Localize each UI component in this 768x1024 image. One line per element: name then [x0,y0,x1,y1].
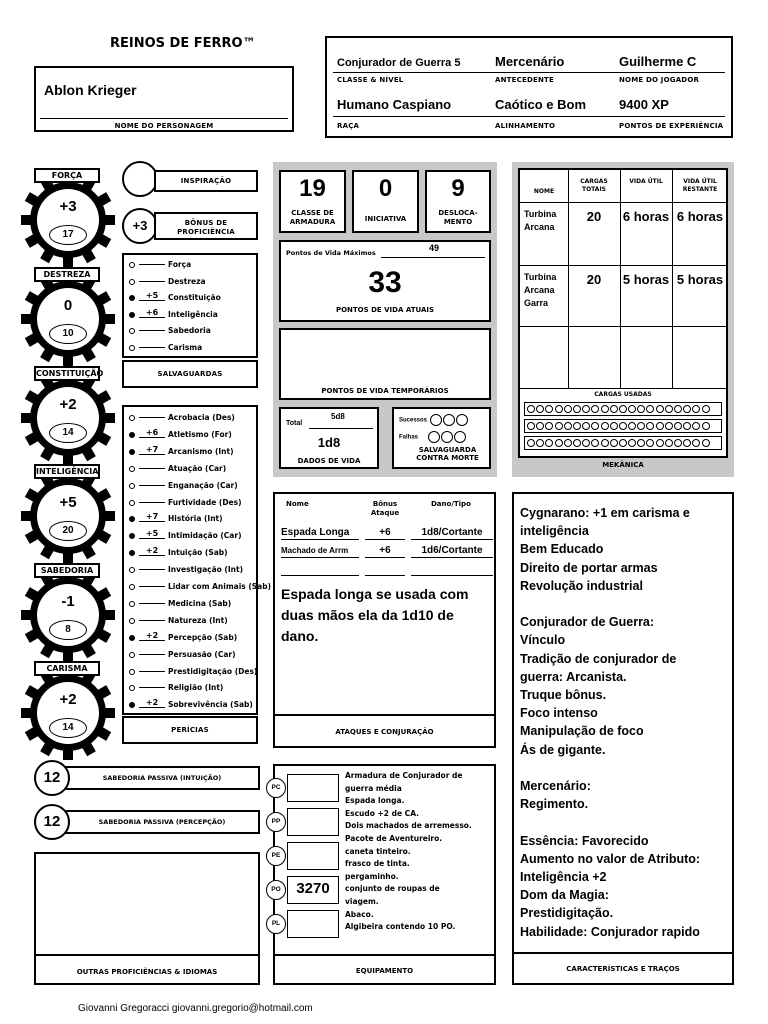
hd-value: 1d8 [317,435,341,450]
hit-dice-box[interactable] [279,407,379,469]
feature-line: Habilidade: Conjurador rapido [520,924,700,939]
attack-damage[interactable]: 1d8/Cortante [411,526,493,540]
proficiency-dot[interactable] [129,345,135,351]
coin-label: PP [266,812,286,832]
attack-name[interactable] [281,562,359,576]
bonus-value[interactable] [139,347,165,348]
proficiency-dot[interactable] [129,466,135,472]
feature-line: Dom da Magia: [520,888,609,903]
equipment-item[interactable]: Armadura de Conjurador de [345,771,463,780]
logo: REINOS DE FERRO™ [110,36,256,51]
feature-line: Bem Educado [520,542,604,557]
ability-name: SABEDORIA [34,563,100,578]
attack-header-bonus: Bônus Ataque [370,500,400,517]
save-row[interactable] [129,277,206,286]
bonus-value[interactable] [139,468,165,469]
ability-name: CONSTITUIÇÃO [34,366,100,381]
feature-line [520,595,732,613]
death-success-1[interactable] [430,414,442,426]
death-fail-2[interactable] [441,431,453,443]
bonus-value[interactable] [139,671,165,672]
ac-label: CLASSE DE ARMADURA [289,209,336,226]
proficiency-dot[interactable] [129,601,135,607]
save-row[interactable] [129,293,221,303]
mek-item-life[interactable]: 6 horas [622,209,670,224]
row-label: Força [168,260,192,269]
bonus-value[interactable]: +7 [139,512,165,522]
feature-line: Direito de portar armas [520,560,658,575]
footer-credit: Giovanni Gregoracci giovanni.gregorio@hotmail.com [78,1003,313,1014]
skill-row[interactable] [129,427,232,440]
mek-item-name[interactable]: Turbina Arcana Garra [524,272,557,308]
ability-gear-0 [21,173,115,267]
death-success-row [399,414,468,426]
ability-gear-1 [21,272,115,366]
equipment-box [273,764,496,985]
ability-modifier[interactable]: -1 [61,593,75,610]
equipment-item[interactable]: conjunto de roupas de [345,884,440,894]
skill-row[interactable] [129,630,238,643]
mek-item-charges[interactable]: 20 [586,209,602,224]
mek-item-remaining[interactable]: 5 horas [676,272,724,287]
row-label: Persuasão (Car) [168,649,236,659]
feature-line [520,759,732,777]
skill-row[interactable] [129,514,223,524]
feature-line: Manipulação de foco [520,724,644,739]
row-label: Intuição (Sab) [168,548,228,558]
equipment-item[interactable]: caneta tinteiro. [345,846,411,856]
speed-box[interactable] [425,170,491,233]
skill-row[interactable] [129,548,228,558]
speed-value: 9 [451,175,465,202]
proficiency-dot[interactable] [129,533,135,539]
save-row[interactable] [129,343,202,352]
saves-box [122,253,258,358]
feature-line: Aumento no valor de Atributo: [520,851,701,866]
initiative-value: 0 [378,175,393,202]
proficiency-circle[interactable]: +3 [122,208,158,244]
row-label: Carisma [168,342,203,352]
features-box[interactable] [512,492,734,985]
death-success-3[interactable] [456,414,468,426]
ability-name: FORÇA [34,168,100,183]
feature-line: Regimento. [520,797,589,812]
mek-header: VIDA ÚTIL RESTANTE [682,178,718,193]
row-label: História (Int) [168,514,223,524]
charges-used-label: CARGAS USADAS [594,391,652,398]
inspiration-label: INSPIRAÇÃO [154,170,258,192]
skill-row[interactable] [129,444,234,457]
coin-value[interactable] [287,774,339,802]
skill-row[interactable] [129,616,228,625]
row-label: Investigação (Int) [168,565,243,575]
death-saves-label: SALVAGUARDA CONTRA MORTE [416,446,479,462]
passive-label: SABEDORIA PASSIVA (INTUIÇÃO) [64,766,260,790]
row-label: Constituição [168,293,221,302]
bonus-value[interactable] [139,586,165,587]
row-label: Sabedoria [168,326,211,335]
skill-row[interactable] [129,481,238,490]
bonus-value[interactable]: +2 [139,546,165,556]
proficiency-label: BÔNUS DE PROFICIÊNCIA [154,212,258,240]
header-info-box [325,36,733,138]
skill-row[interactable] [129,498,242,507]
ability-score[interactable]: 17 [49,225,87,245]
proficiency-dot[interactable] [129,567,135,573]
initiative-box[interactable] [352,170,419,233]
background-label: ANTECEDENTE [495,76,554,84]
row-label: Intimidação (Car) [168,531,242,541]
hp-max-value: 49 [429,243,440,253]
ability-gear-5 [21,666,115,760]
proficiency-dot[interactable] [129,432,135,438]
attack-damage[interactable]: 1d6/Cortante [411,544,493,558]
bonus-value[interactable] [139,502,165,503]
proficiency-dot[interactable] [129,685,135,691]
proficiency-dot[interactable] [129,669,135,675]
bonus-value[interactable] [139,417,165,418]
skill-row[interactable] [129,667,257,676]
skills-box [122,405,272,715]
attack-header-damage: Dano/Tipo [431,500,471,508]
ability-gear-3 [21,469,115,563]
coin-value[interactable] [287,842,339,870]
bonus-value[interactable]: +2 [139,631,165,641]
attack-bonus[interactable]: +6 [365,544,405,558]
attack-note[interactable]: Espada longa se usada com duas mãos ela da 1d10 de dano. [281,586,469,644]
skill-row[interactable] [129,531,242,541]
character-name: Ablon Krieger [44,82,137,98]
row-label: Percepção (Sab) [168,632,238,642]
proficiency-dot[interactable] [129,618,135,624]
proficiency-dot[interactable] [129,500,135,506]
save-row[interactable] [129,260,191,269]
row-label: Medicina (Sab) [168,598,232,608]
ability-score[interactable]: 10 [49,324,87,344]
hp-current-box[interactable] [279,240,491,322]
mek-item-name[interactable]: Turbina Arcana [524,209,557,232]
row-label: Religião (Int) [168,683,224,693]
equipment-item[interactable]: Escudo +2 de CA. [345,808,419,818]
hp-temp-label: PONTOS DE VIDA TEMPORÁRIOS [321,387,449,395]
feature-line: Truque bônus. [520,688,607,703]
charges-used-row[interactable] [524,436,722,450]
feature-line: Cygnarano: +1 em carisma e [520,506,690,520]
proficiency-dot[interactable] [129,516,135,522]
ability-gear-2 [21,371,115,465]
proficiency-dot[interactable] [129,449,135,455]
mek-header: VIDA ÚTIL [629,178,663,185]
skill-row[interactable] [129,683,223,692]
proficiency-dot[interactable] [129,483,135,489]
bonus-value[interactable]: +5 [139,529,165,539]
bonus-value[interactable] [139,281,165,282]
hp-temp-box[interactable] [279,328,491,400]
row-label: Acrobacia (Des) [168,413,235,422]
ability-gear-4 [21,568,115,662]
bonus-value[interactable]: +6 [139,428,165,438]
race-label: RAÇA [337,122,360,130]
feature-line: Foco intenso [520,706,598,721]
feature-line: inteligência [520,524,589,539]
death-fail-label: Falhas [399,434,419,441]
feature-line: Tradição de conjurador de [520,651,677,666]
skill-row[interactable] [129,599,231,608]
mekanica-table [518,168,728,458]
feature-line: Mercenário: [520,779,591,794]
ability-score[interactable]: 20 [49,521,87,541]
proficiency-dot[interactable] [129,295,135,301]
ability-modifier[interactable]: 0 [63,297,73,314]
proficiency-dot[interactable] [129,415,135,421]
bonus-value[interactable] [139,485,165,486]
equipment-item[interactable]: frasco de tinta. [345,859,410,869]
row-label: Destreza [168,276,206,286]
ability-score[interactable]: 8 [49,620,87,640]
attack-bonus[interactable]: +6 [365,526,405,540]
other-prof-label: OUTRAS PROFICIÊNCIAS & IDIOMAS [76,968,218,976]
ability-name: INTELIGÊNCIA [34,464,100,479]
mek-header: CARGAS TOTAIS [580,178,608,193]
xp-label: PONTOS DE EXPERIÊNCIA [619,122,724,130]
death-success-2[interactable] [443,414,455,426]
skill-row[interactable] [129,650,236,659]
bonus-value[interactable] [139,654,165,655]
race-value[interactable]: Humano Caspiano [337,97,452,112]
ability-name: DESTREZA [34,267,100,282]
proficiency-dot[interactable] [129,312,135,318]
mekanica-label: MEKÂNICA [602,461,644,469]
row-label: Lidar com Animais (Sab) [168,582,272,591]
player-name[interactable]: Guilherme C [619,54,697,69]
row-label: Sobrevivência (Sab) [168,700,253,710]
passive-label: SABEDORIA PASSIVA (PERCEPÇÃO) [64,810,260,834]
other-prof-box[interactable] [34,852,260,985]
ability-modifier[interactable]: +2 [59,396,77,413]
passive-value[interactable]: 12 [34,804,70,840]
row-label: Natureza (Int) [168,615,228,625]
ability-score[interactable]: 14 [49,718,87,738]
hd-total-label: Total [286,420,303,427]
bonus-value[interactable] [139,569,165,570]
character-name-box[interactable] [34,66,294,132]
skill-row[interactable] [129,464,226,473]
player-name-label: NOME DO JOGADOR [619,76,700,84]
xp-value[interactable]: 9400 XP [619,97,669,112]
row-label: Atletismo (For) [168,429,232,439]
feature-line: Prestidigitação. [520,906,614,921]
ability-modifier[interactable]: +5 [59,494,77,511]
feature-line: Inteligência +2 [520,870,607,885]
death-fail-3[interactable] [454,431,466,443]
alignment-value[interactable]: Caótico e Bom [495,97,587,112]
skill-row[interactable] [129,700,253,710]
proficiency-dot[interactable] [129,328,135,334]
equipment-item[interactable]: Pacote de Aventureiro. [345,833,443,843]
bonus-value[interactable]: +5 [139,291,165,301]
hp-max-label: Pontos de Vida Máximos [286,249,376,257]
death-saves-box [392,407,491,469]
bonus-value[interactable]: +7 [139,445,165,455]
coin-value[interactable] [287,910,339,938]
character-name-label: NOME DO PERSONAGEM [114,122,214,130]
charges-used-row[interactable] [524,402,722,416]
feature-line: Essência: Favorecido [520,833,649,848]
feature-line: Conjurador de Guerra: [520,615,655,630]
features-label: CARACTERÍSTICAS E TRAÇOS [566,965,680,973]
bonus-value[interactable] [139,264,165,265]
coin-value[interactable]: 3270 [287,876,339,904]
coin-label: PE [266,846,286,866]
ability-score[interactable]: 14 [49,423,87,443]
proficiency-dot[interactable] [129,702,135,708]
charges-used-row[interactable] [524,419,722,433]
hd-total-value: 5d8 [331,412,345,421]
saves-label: SALVAGUARDAS [122,360,258,388]
ability-name: CARISMA [34,661,100,676]
feature-line [520,813,732,831]
feature-line: Revolução industrial [520,578,643,593]
proficiency-dot[interactable] [129,262,135,268]
coin-label: PO [266,880,286,900]
bonus-value[interactable] [139,330,165,331]
bonus-value[interactable]: +2 [139,698,165,708]
coin-label: PL [266,914,286,934]
attack-name[interactable]: Espada Longa [281,526,359,540]
inspiration-circle[interactable] [122,161,158,197]
row-label: Prestidigitação (Des) [168,666,258,676]
row-label: Furtividade (Des) [168,497,242,507]
proficiency-dot[interactable] [129,635,135,641]
mek-item-remaining[interactable]: 6 horas [676,209,724,224]
row-label: Atuação (Car) [168,463,227,473]
proficiency-dot[interactable] [129,279,135,285]
coin-label: PC [266,778,286,798]
attacks-box [273,492,496,748]
speed-label: DESLOCA-MENTO [438,209,478,226]
mek-item-life[interactable]: 5 horas [622,272,670,287]
death-fail-row [399,431,466,443]
attack-header-name: Nome [286,500,309,508]
row-label: Inteligência [168,309,218,319]
ac-box[interactable] [279,170,346,233]
proficiency-dot[interactable] [129,550,135,556]
death-success-label: Sucessos [399,417,428,424]
equipment-label: EQUIPAMENTO [355,967,414,975]
background-value[interactable]: Mercenário [495,54,565,69]
save-row[interactable] [129,307,218,320]
row-label: Arcanismo (Int) [168,446,234,456]
attacks-label: ATAQUES E CONJURAÇÃO [335,728,434,736]
ability-modifier[interactable]: +2 [59,691,77,708]
bonus-value[interactable] [139,687,165,688]
class-level[interactable]: Conjurador de Guerra 5 [337,57,461,69]
feature-line: guerra: Arcanista. [520,669,627,684]
skill-row[interactable] [129,565,243,574]
equipment-item[interactable]: Abaco. [345,909,374,919]
equipment-item[interactable]: guerra média [345,783,402,793]
proficiency-dot[interactable] [129,652,135,658]
skill-row[interactable] [129,413,235,422]
bonus-value[interactable] [139,603,165,604]
hd-label: DADOS DE VIDA [297,457,361,465]
initiative-label: INICIATIVA [364,215,407,223]
equipment-item[interactable]: viagem. [345,896,379,906]
attack-name[interactable]: Machado de Arrm [281,544,359,558]
hp-current-label: PONTOS DE VIDA ATUAIS [335,306,435,314]
equipment-item[interactable]: Espada longa. [345,796,405,806]
save-row[interactable] [129,326,211,335]
feature-line: Vínculo [520,633,566,648]
equipment-item[interactable]: Algibeira contendo 10 PO. [345,922,456,932]
mek-header: NOME [533,188,555,195]
equipment-item[interactable]: pergaminho. [345,871,399,881]
skills-label: PERÍCIAS [122,716,258,744]
bonus-value[interactable] [139,620,165,621]
mek-item-charges[interactable]: 20 [586,272,602,287]
ac-value: 19 [299,175,326,202]
coin-value[interactable] [287,808,339,836]
proficiency-dot[interactable] [129,584,135,590]
ability-modifier[interactable]: +3 [59,198,77,215]
skill-row[interactable] [129,582,271,591]
equipment-item[interactable]: Dois machados de arremesso. [345,821,472,831]
death-fail-1[interactable] [428,431,440,443]
row-label: Enganação (Car) [168,480,238,490]
bonus-value[interactable]: +6 [139,308,165,318]
hp-current-value: 33 [368,266,402,299]
passive-value[interactable]: 12 [34,760,70,796]
class-level-label: CLASSE & NÍVEL [337,76,404,84]
attack-damage[interactable] [411,562,493,576]
attack-bonus[interactable] [365,562,405,576]
feature-line: Ás de gigante. [520,742,606,757]
alignment-label: ALINHAMENTO [495,122,556,130]
